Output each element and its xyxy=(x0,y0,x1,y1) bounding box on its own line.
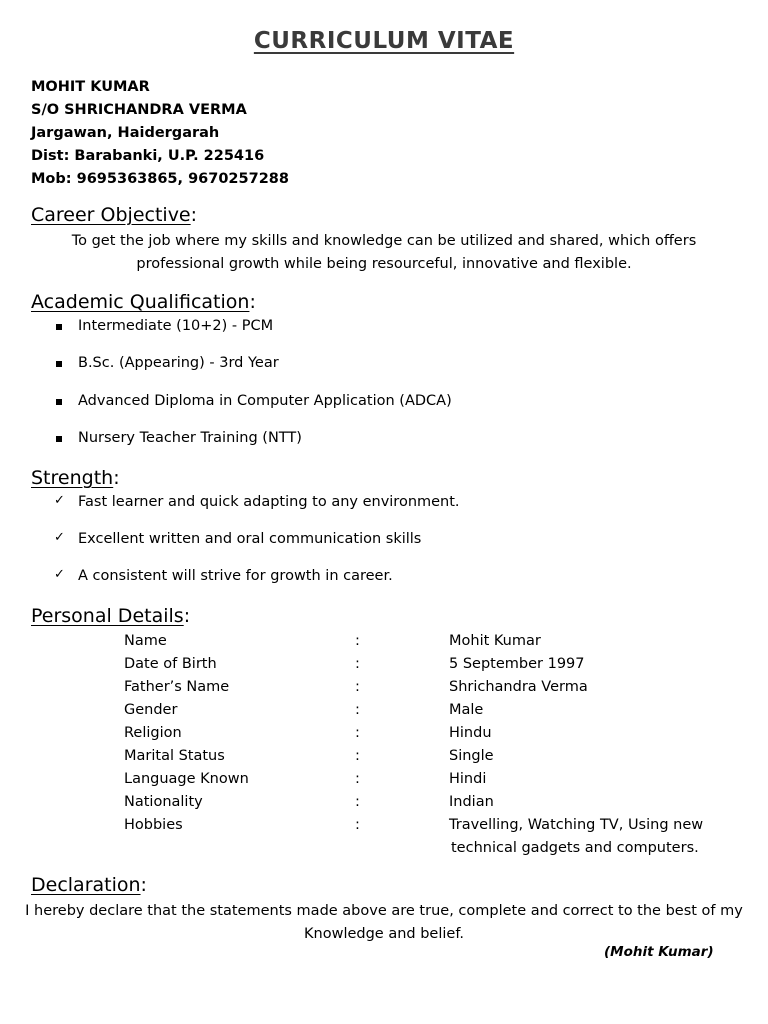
separator: : xyxy=(355,817,360,833)
personal-label: Gender xyxy=(124,702,178,718)
personal-details-heading: Personal Details: xyxy=(31,605,191,627)
separator: : xyxy=(355,633,360,649)
checkmark-icon: ✓ xyxy=(54,530,65,545)
strength-heading: Strength: xyxy=(31,467,120,489)
square-bullet-icon xyxy=(56,436,62,442)
declaration-line: Knowledge and belief. xyxy=(304,926,464,942)
academic-heading: Academic Qualification: xyxy=(31,291,256,313)
square-bullet-icon xyxy=(56,324,62,330)
personal-value-continuation: technical gadgets and computers. xyxy=(451,840,699,856)
square-bullet-icon xyxy=(56,399,62,405)
personal-label: Nationality xyxy=(124,794,203,810)
personal-label: Name xyxy=(124,633,167,649)
career-objective-heading: Career Objective: xyxy=(31,204,198,226)
parent-name: S/O SHRICHANDRA VERMA xyxy=(31,102,247,118)
personal-label: Language Known xyxy=(124,771,249,787)
personal-value: Hindi xyxy=(449,771,487,787)
separator: : xyxy=(355,794,360,810)
declaration-heading: Declaration: xyxy=(31,874,147,896)
signature: (Mohit Kumar) xyxy=(604,944,714,960)
personal-labels xyxy=(124,630,249,837)
personal-value: Shrichandra Verma xyxy=(449,679,588,695)
mobile-line: Mob: 9695363865, 9670257288 xyxy=(31,171,289,187)
separator: : xyxy=(355,679,360,695)
personal-separators xyxy=(355,630,360,837)
career-objective-line: To get the job where my skills and knowledge can be utilized and shared, which offers xyxy=(71,233,697,249)
personal-value: 5 September 1997 xyxy=(449,656,585,672)
personal-values xyxy=(449,630,703,860)
personal-value: Male xyxy=(449,702,484,718)
candidate-name: MOHIT KUMAR xyxy=(31,79,150,95)
career-objective-line: professional growth while being resourceful, innovative and flexible. xyxy=(136,256,632,272)
checkmark-icon: ✓ xyxy=(54,493,65,508)
district-line: Dist: Barabanki, U.P. 225416 xyxy=(31,148,265,164)
personal-value: Hindu xyxy=(449,725,492,741)
personal-value: Indian xyxy=(449,794,494,810)
separator: : xyxy=(355,771,360,787)
personal-value: Mohit Kumar xyxy=(449,633,541,649)
declaration-line: I hereby declare that the statements made above are true, complete and correct to the best of my xyxy=(25,903,743,919)
personal-label: Father’s Name xyxy=(124,679,230,695)
personal-value: Single xyxy=(449,748,494,764)
separator: : xyxy=(355,748,360,764)
personal-label: Marital Status xyxy=(124,748,225,764)
separator: : xyxy=(355,702,360,718)
separator: : xyxy=(355,656,360,672)
career-objective-text xyxy=(0,230,768,276)
personal-value: Travelling, Watching TV, Using new xyxy=(449,817,704,833)
square-bullet-icon xyxy=(56,361,62,367)
personal-label: Hobbies xyxy=(124,817,183,833)
document-title: CURRICULUM VITAE xyxy=(253,28,515,54)
checkmark-icon: ✓ xyxy=(54,567,65,582)
address-line: Jargawan, Haidergarah xyxy=(31,125,220,141)
personal-label: Religion xyxy=(124,725,182,741)
contact-block xyxy=(31,76,289,191)
separator: : xyxy=(355,725,360,741)
personal-label: Date of Birth xyxy=(124,656,217,672)
declaration-text xyxy=(0,900,768,946)
